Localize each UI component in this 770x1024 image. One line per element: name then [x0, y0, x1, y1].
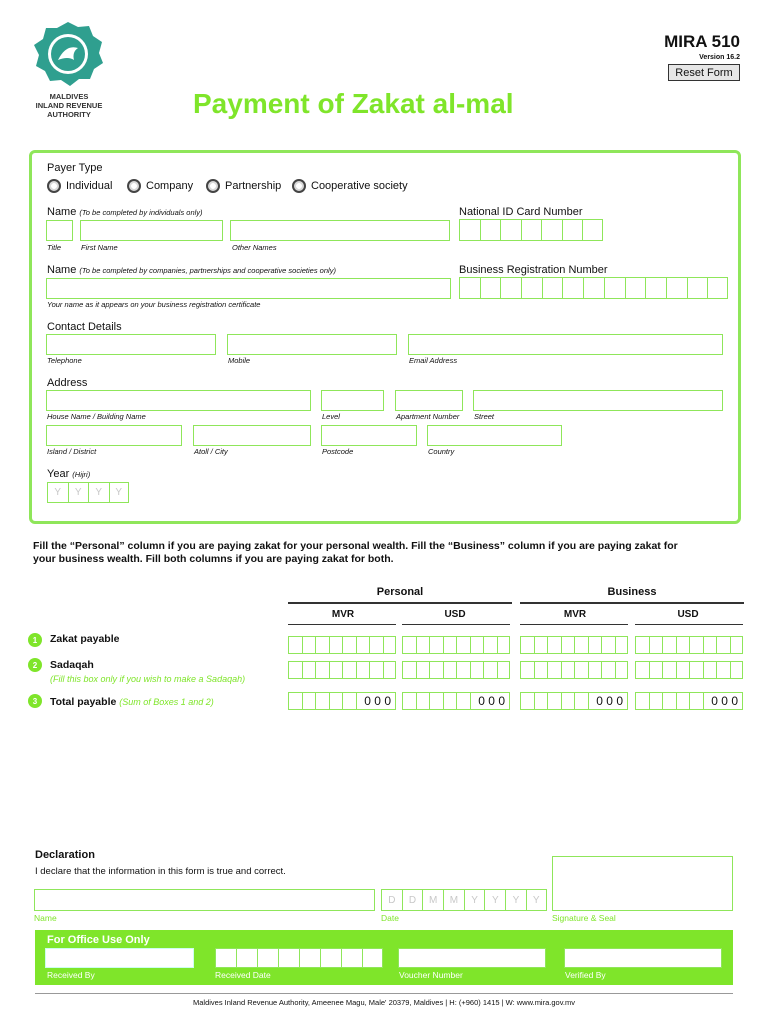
signature-field[interactable]: [552, 856, 733, 911]
other-names-label: Other Names: [232, 243, 277, 252]
declaration-date-field[interactable]: [381, 889, 547, 911]
date-cell: Y: [464, 889, 485, 911]
year-cell: Y: [68, 482, 89, 503]
payer-type-label: Payer Type: [47, 162, 103, 174]
house-field[interactable]: [46, 390, 311, 411]
radio-circle-icon: [47, 179, 61, 193]
reset-form-button[interactable]: Reset Form: [668, 64, 740, 81]
date-cell: M: [422, 889, 443, 911]
postcode-field[interactable]: [321, 425, 417, 446]
received-date-label: Received Date: [215, 970, 271, 980]
business-usd-underline: [635, 624, 743, 625]
island-label: Island / District: [47, 447, 97, 456]
national-id-label: National ID Card Number: [459, 206, 583, 218]
business-mvr-underline: [520, 624, 628, 625]
form-version: Version 16.2: [699, 54, 740, 61]
declaration-name-label: Name: [34, 913, 57, 923]
footer-text: Maldives Inland Revenue Authority, Ameenee Magu, Male' 20379, Maldives | H: (+960) 1415 | W: www.mira.gov.mv: [193, 998, 575, 1007]
org-name-line1: MALDIVES: [49, 92, 89, 101]
company-name-field[interactable]: [46, 278, 451, 299]
form-code: MIRA 510: [664, 32, 740, 51]
total-business-usd-value: 0 0 0: [711, 694, 738, 708]
atoll-field[interactable]: [193, 425, 311, 446]
first-name-label: First Name: [81, 243, 118, 252]
total-business-mvr-value: 0 0 0: [596, 694, 623, 708]
total-personal-usd: [402, 692, 510, 710]
personal-divider: [288, 602, 512, 604]
total-personal-usd-value: 0 0 0: [478, 694, 505, 708]
total-personal-mvr: [288, 692, 396, 710]
house-label: House Name / Building Name: [47, 412, 146, 421]
island-field[interactable]: [46, 425, 182, 446]
email-label: Email Address: [409, 356, 458, 365]
year-label: [47, 468, 90, 480]
total-payable-text: Total payable: [50, 696, 117, 708]
street-label: Street: [474, 412, 495, 421]
sadaqah-personal-usd[interactable]: [402, 661, 510, 679]
level-label: Level: [322, 412, 340, 421]
title-label: Title: [47, 243, 62, 252]
sadaqah-personal-mvr[interactable]: [288, 661, 396, 679]
total-personal-mvr-value: 0 0 0: [364, 694, 391, 708]
received-date-field[interactable]: [215, 948, 383, 968]
mobile-field[interactable]: [227, 334, 397, 355]
year-cell: Y: [109, 482, 130, 503]
mobile-label: Mobile: [228, 356, 251, 365]
company-note: (To be completed by companies, partnerships and cooperative societies only): [79, 266, 336, 275]
year-note: (Hijri): [72, 470, 91, 479]
date-cell: M: [443, 889, 464, 911]
org-name-line3: AUTHORITY: [47, 110, 91, 119]
radio-circle-icon: [292, 179, 306, 193]
radio-individual-label: Individual: [66, 179, 113, 192]
year-cell: Y: [47, 482, 68, 503]
individual-note: (To be completed by individuals only): [79, 208, 203, 217]
verified-by-label: Verified By: [565, 970, 606, 980]
date-cell: Y: [484, 889, 505, 911]
zakat-business-mvr[interactable]: [520, 636, 628, 654]
apartment-label: Apartment Number: [396, 412, 460, 421]
radio-individual[interactable]: [47, 179, 112, 193]
business-reg-label: Business Registration Number: [459, 264, 608, 276]
total-business-mvr: [520, 692, 628, 710]
voucher-number-field[interactable]: [398, 948, 546, 968]
sadaqah-label: Sadaqah: [50, 659, 94, 671]
zakat-personal-usd[interactable]: [402, 636, 510, 654]
year-label-text: Year: [47, 468, 70, 480]
personal-header: Personal: [376, 586, 424, 598]
total-business-usd: [635, 692, 743, 710]
personal-usd-underline: [402, 624, 510, 625]
declaration-date-label: Date: [381, 913, 399, 923]
radio-partnership[interactable]: [206, 179, 281, 193]
declaration-title: Declaration: [35, 849, 95, 861]
title-field[interactable]: [46, 220, 73, 241]
received-by-label: Received By: [47, 970, 95, 980]
date-cell: Y: [505, 889, 526, 911]
radio-cooperative-label: Cooperative society: [311, 179, 408, 192]
first-name-field[interactable]: [80, 220, 223, 241]
business-reg-field[interactable]: [459, 277, 728, 299]
radio-circle-icon: [206, 179, 220, 193]
radio-partnership-label: Partnership: [225, 179, 282, 192]
declaration-text: I declare that the information in this form is true and correct.: [35, 866, 286, 877]
row-number-badge: 1: [28, 633, 42, 647]
sadaqah-note: (Fill this box only if you wish to make a Sadaqah): [50, 674, 246, 684]
total-payable-note: (Sum of Boxes 1 and 2): [119, 697, 214, 707]
org-name-line2: INLAND REVENUE: [35, 101, 103, 110]
declaration-name-field[interactable]: [34, 889, 375, 911]
name-label-text: Name: [47, 264, 77, 276]
zakat-personal-mvr[interactable]: [288, 636, 396, 654]
signature-label: Signature & Seal: [552, 913, 616, 923]
radio-circle-icon: [127, 179, 141, 193]
footer-divider: [35, 993, 733, 994]
org-name: [24, 92, 114, 119]
date-cell: D: [381, 889, 402, 911]
total-payable-label: [50, 696, 214, 708]
email-field[interactable]: [408, 334, 723, 355]
received-by-field[interactable]: [45, 948, 194, 968]
year-cell: Y: [88, 482, 109, 503]
postcode-label: Postcode: [322, 447, 354, 456]
national-id-field[interactable]: [459, 219, 603, 241]
atoll-label: Atoll / City: [194, 447, 228, 456]
telephone-field[interactable]: [46, 334, 216, 355]
business-header: Business: [607, 586, 657, 598]
country-field[interactable]: [427, 425, 562, 446]
other-names-field[interactable]: [230, 220, 450, 241]
telephone-label: Telephone: [47, 356, 82, 365]
zakat-business-usd[interactable]: [635, 636, 743, 654]
personal-usd-header: USD: [444, 609, 466, 620]
street-field[interactable]: [473, 390, 723, 411]
mira-logo: [28, 20, 108, 90]
instructions-line1: Fill the “Personal” column if you are paying zakat for your personal wealth. Fill the “Business” column if you are paying zakat for: [33, 540, 678, 552]
verified-by-field[interactable]: [564, 948, 722, 968]
form-title: Payment of Zakat al-mal: [193, 88, 514, 119]
business-mvr-header: MVR: [563, 609, 587, 620]
apartment-field[interactable]: [395, 390, 463, 411]
instructions-line2: your business wealth. Fill both columns if you are paying zakat for both.: [33, 553, 394, 565]
date-cell: Y: [526, 889, 547, 911]
radio-cooperative[interactable]: [292, 179, 408, 193]
individual-name-label: [47, 206, 203, 218]
name-label-text: Name: [47, 206, 77, 218]
business-divider: [520, 602, 744, 604]
sadaqah-business-usd[interactable]: [635, 661, 743, 679]
company-name-sub: Your name as it appears on your business registration certificate: [47, 300, 261, 309]
country-label: Country: [428, 447, 455, 456]
row-number-badge: 2: [28, 658, 42, 672]
personal-mvr-underline: [288, 624, 396, 625]
year-field[interactable]: [47, 482, 129, 503]
instructions: [33, 540, 745, 566]
level-field[interactable]: [321, 390, 384, 411]
office-use-title: For Office Use Only: [47, 934, 150, 946]
voucher-number-label: Voucher Number: [399, 970, 463, 980]
sadaqah-business-mvr[interactable]: [520, 661, 628, 679]
date-cell: D: [402, 889, 423, 911]
address-label: Address: [47, 377, 88, 389]
radio-company[interactable]: [127, 179, 193, 193]
company-name-label: [47, 264, 336, 276]
business-usd-header: USD: [677, 609, 699, 620]
contact-details-label: Contact Details: [47, 321, 122, 333]
zakat-payable-label: Zakat payable: [50, 633, 120, 645]
personal-mvr-header: MVR: [331, 609, 355, 620]
mira-seal-icon: [28, 20, 108, 90]
radio-company-label: Company: [146, 179, 194, 192]
row-number-badge: 3: [28, 694, 42, 708]
